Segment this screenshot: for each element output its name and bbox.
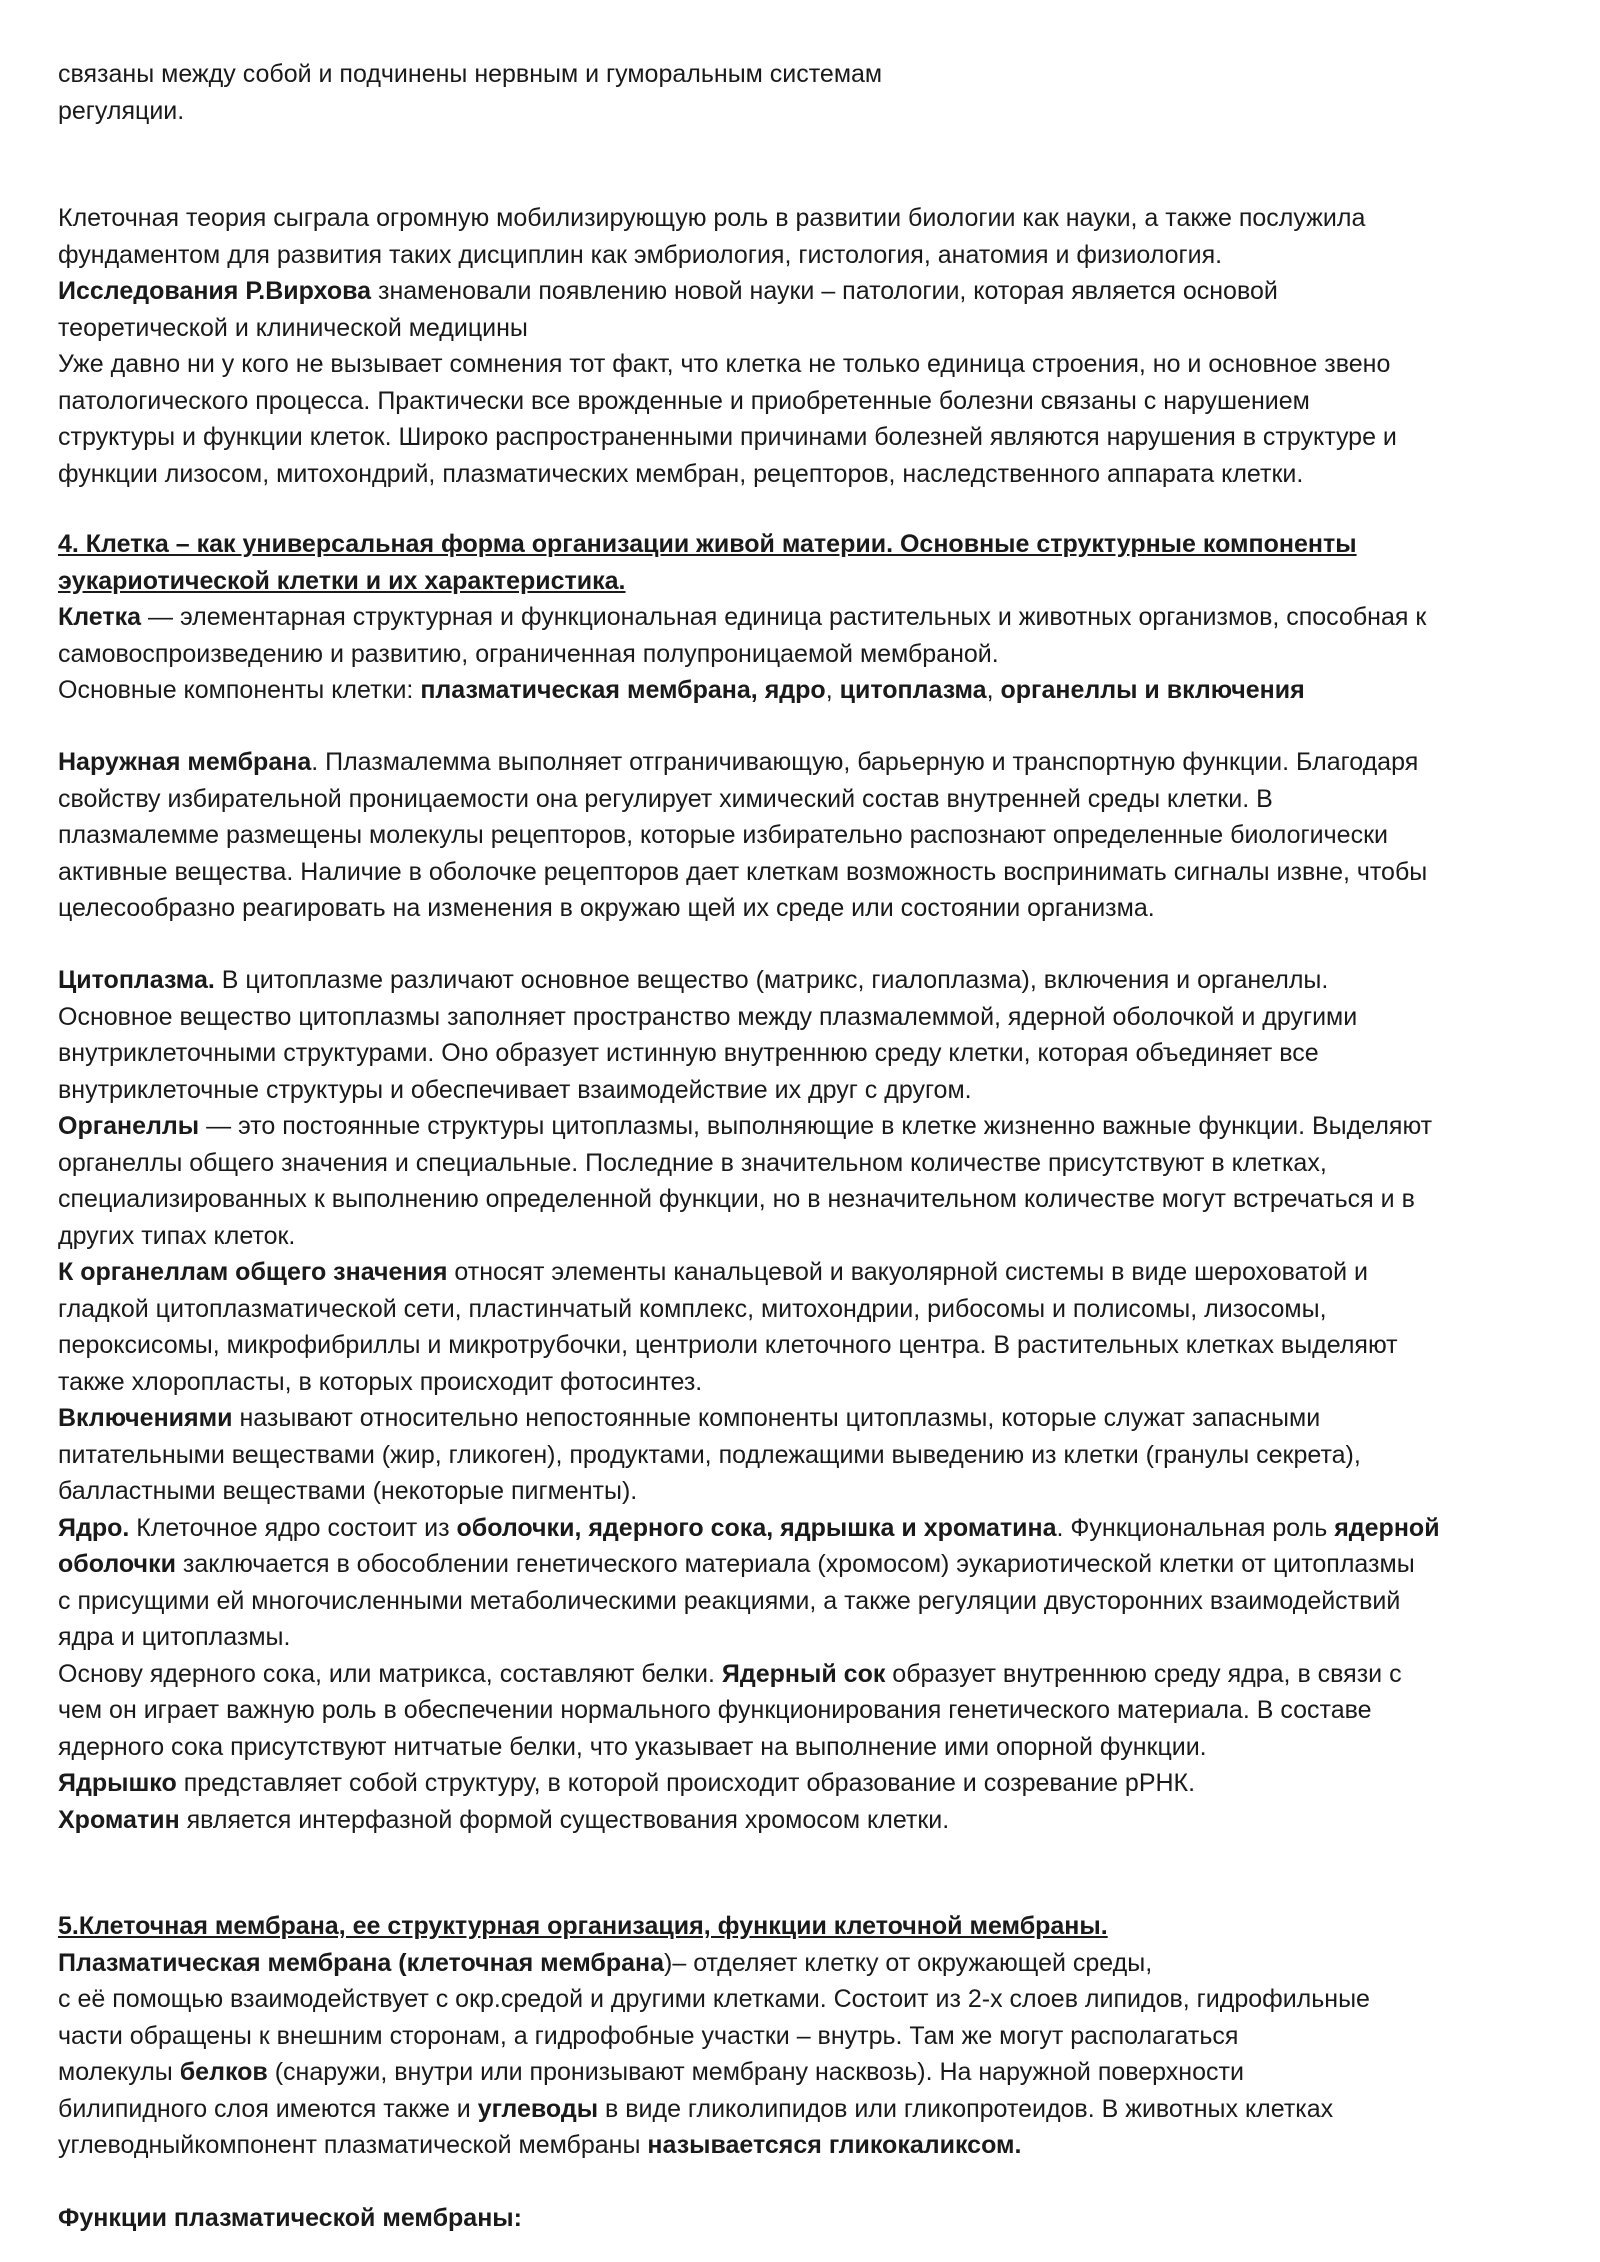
section-heading	[58, 526, 1558, 563]
text-line	[58, 1546, 1558, 1583]
text-line	[58, 56, 1558, 93]
cytoplasm-section	[58, 962, 1558, 1838]
text-span: в виде гликолипидов или гликопротеидов. В животных клетках	[598, 2094, 1334, 2123]
bold-term: Ядерный сок	[721, 1659, 886, 1688]
text-span: Основное вещество цитоплазмы заполняет пространство между плазмалеммой, ядерной оболочкой и другими	[58, 1002, 1358, 1031]
text-line	[58, 1181, 1558, 1218]
text-span: В цитоплазме различают основное вещество (матрикс, гиалоплазма), включения и органеллы.	[214, 966, 1329, 994]
text-line	[58, 237, 1558, 274]
text-span: (снаружи, внутри или пронизывают мембрану насквозь). На наружной поверхности	[267, 2058, 1244, 2086]
text-span: эукариотической клетки и их характеристика.	[58, 566, 626, 595]
text-span: )– отделяет клетку от окружающей среды,	[664, 1948, 1153, 1977]
text-span: называют относительно непостоянные компоненты цитоплазмы, которые служат запасными	[232, 1404, 1321, 1432]
text-line	[58, 1473, 1558, 1510]
text-span: пероксисомы, микрофибриллы и микротрубочки, центриоли клеточного центра. В растительных клетках выделяют	[58, 1331, 1398, 1359]
text-span: связаны между собой и подчинены нервным и гуморальным системам	[58, 60, 883, 88]
bold-term: Ядро.	[58, 1513, 130, 1542]
text-span: регуляции.	[58, 96, 185, 125]
bold-term: органеллы и включения	[1000, 676, 1305, 704]
text-span: также хлоропласты, в которых происходит фотосинтез.	[58, 1367, 703, 1396]
text-line	[58, 93, 1558, 130]
text-span: Уже давно ни у кого не вызывает сомнения тот факт, что клетка не только единица строения, но и основное звено	[58, 350, 1391, 378]
text-line	[58, 1692, 1558, 1729]
bold-term: Клетка	[58, 603, 142, 631]
text-span: ,	[825, 676, 840, 704]
text-span: молекулы	[58, 2058, 180, 2086]
outer-membrane-paragraph	[58, 744, 1558, 927]
functions-heading	[58, 2200, 1558, 2237]
text-span: знаменовали появлению новой науки – патологии, которая является основой	[371, 277, 1278, 305]
text-span: свойству избирательной проницаемости она регулирует химический состав внутренней среды клетки. В	[58, 784, 1273, 813]
text-line	[58, 310, 1558, 347]
text-span: органеллы общего значения и специальные. Последние в значительном количестве присутствуют в клетках,	[58, 1148, 1327, 1177]
text-span: 4. Клетка – как универсальная форма организации живой материи. Основные структурные компоненты	[58, 530, 1357, 558]
text-line	[58, 419, 1558, 456]
text-line	[58, 2091, 1558, 2128]
text-line	[58, 781, 1558, 818]
text-line	[58, 1254, 1558, 1291]
text-span: балластными веществами (некоторые пигменты).	[58, 1477, 638, 1505]
bold-term: ядерной	[1334, 1513, 1440, 1542]
text-span: Основу ядерного сока, или матрикса, составляют белки.	[58, 1659, 722, 1688]
bold-term: Ядрышко	[58, 1769, 177, 1797]
text-span: углеводныйкомпонент плазматической мембраны	[58, 2131, 648, 2159]
text-span: представляет собой структуру, в которой происходит образование и созревание рРНК.	[176, 1769, 1196, 1797]
text-line	[58, 346, 1558, 383]
text-line	[58, 1510, 1558, 1547]
text-span: . Плазмалемма выполняет отграничивающую, барьерную и транспортную функции. Благодаря	[311, 748, 1419, 776]
text-line	[58, 890, 1558, 927]
text-span: с её помощью взаимодействует с окр.средой и другими клетками. Состоит из 2-х слоев липидов, гидрофильные	[58, 1985, 1370, 2013]
text-span: других типах клеток.	[58, 1221, 296, 1250]
section-4	[58, 526, 1558, 709]
text-line	[58, 999, 1558, 1036]
text-line	[58, 1765, 1558, 1802]
bold-term: Наружная мембрана	[58, 748, 312, 776]
text-line	[58, 1945, 1558, 1982]
text-span: Основные компоненты клетки:	[58, 676, 421, 704]
text-line	[58, 1291, 1558, 1328]
text-span: образует внутреннюю среду ядра, в связи с	[885, 1659, 1402, 1688]
text-line	[58, 1802, 1558, 1839]
bold-term-virchow: Исследования Р.Вирхова	[58, 277, 372, 305]
bold-term: Плазматическая мембрана (клеточная мембрана	[58, 1948, 665, 1977]
text-span: специализированных к выполнению определенной функции, но в незначительном количестве могут встречаться и в	[58, 1185, 1415, 1213]
text-span: структуры и функции клеток. Широко распространенными причинами болезней являются нарушения в структуре и	[58, 423, 1397, 451]
text-line	[58, 1437, 1558, 1474]
text-line	[58, 599, 1558, 636]
text-line	[58, 456, 1558, 493]
text-line	[58, 1400, 1558, 1437]
section-heading	[58, 563, 1558, 600]
text-span: Функции плазматической мембраны:	[58, 2204, 522, 2232]
text-span: активные вещества. Наличие в оболочке рецепторов дает клеткам возможность воспринимать сигналы извне, чтобы	[58, 857, 1428, 886]
bold-term: Хроматин	[58, 1805, 180, 1834]
section-heading	[58, 1908, 1558, 1945]
text-line	[58, 744, 1558, 781]
text-span: относят элементы канальцевой и вакуолярной системы в виде шероховатой и	[447, 1258, 1368, 1286]
text-line	[58, 1072, 1558, 1109]
text-line	[58, 273, 1558, 310]
bold-term: белков	[179, 2058, 268, 2086]
text-line	[58, 1729, 1558, 1766]
intro-paragraph	[58, 56, 1558, 129]
section-5	[58, 1908, 1558, 2164]
text-line	[58, 2127, 1558, 2164]
text-line	[58, 200, 1558, 237]
text-span: 5.Клеточная мембрана, ее структурная организация, функции клеточной мембраны.	[58, 1912, 1108, 1940]
text-span: теоретической и клинической медицины	[58, 313, 528, 342]
text-line	[58, 383, 1558, 420]
text-line	[58, 962, 1558, 999]
text-span: заключается в обособлении генетического материала (хромосом) эукариотической клетки от цитоплазмы	[175, 1550, 1415, 1578]
bold-term: оболочки, ядерного сока, ядрышка и хроматина	[456, 1513, 1057, 1542]
text-line	[58, 1656, 1558, 1693]
text-span: гладкой цитоплазматической сети, пластинчатый комплекс, митохондрии, рибосомы и полисомы, лизосомы,	[58, 1294, 1327, 1323]
text-line	[58, 1619, 1558, 1656]
text-span: — это постоянные структуры цитоплазмы, выполняющие в клетке жизненно важные функции. Выделяют	[199, 1112, 1433, 1140]
text-span: ядерного сока присутствуют нитчатые белки, что указывает на выполнение ими опорной функции.	[58, 1732, 1207, 1761]
text-span: внутриклеточные структуры и обеспечивает взаимодействие их друг с другом.	[58, 1075, 972, 1104]
cell-theory-paragraph	[58, 200, 1558, 492]
text-span: ядра и цитоплазмы.	[58, 1623, 291, 1651]
text-span: целесообразно реагировать на изменения в окружаю щей их среде или состоянии организма.	[58, 894, 1155, 922]
functions-heading-block	[58, 2200, 1558, 2237]
text-line	[58, 2054, 1558, 2091]
bold-term: Включениями	[58, 1404, 233, 1432]
bold-term: оболочки	[58, 1550, 176, 1578]
bold-term: называетсяся гликокаликсом.	[647, 2131, 1022, 2159]
text-line	[58, 2018, 1558, 2055]
text-span: плазмалемме размещены молекулы рецепторов, которые избирательно распознают определенные биологически	[58, 821, 1388, 849]
text-span: является интерфазной формой существования хромосом клетки.	[179, 1805, 950, 1834]
text-span: Клеточное ядро состоит из	[129, 1513, 457, 1542]
bold-term: цитоплазма	[839, 676, 987, 704]
bold-term: плазматическая мембрана, ядро	[420, 676, 826, 704]
text-span: с присущими ей многочисленными метаболическими реакциями, а также регуляции двусторонних взаимодействий	[58, 1586, 1401, 1615]
text-line	[58, 1981, 1558, 2018]
text-line	[58, 1364, 1558, 1401]
bold-term: Органеллы	[58, 1112, 200, 1140]
text-span: самовоспроизведению и развитию, ограниченная полупроницаемой мембраной.	[58, 639, 999, 668]
text-span: внутриклеточными структурами. Оно образует истинную внутреннюю среду клетки, которая объединяет все	[58, 1039, 1319, 1067]
text-line	[58, 1327, 1558, 1364]
text-line	[58, 1218, 1558, 1255]
text-line	[58, 1035, 1558, 1072]
bold-term: углеводы	[477, 2094, 599, 2123]
text-span: билипидного слоя имеются также и	[58, 2094, 478, 2123]
text-line	[58, 1108, 1558, 1145]
text-line	[58, 672, 1558, 709]
text-span: . Функциональная роль	[1056, 1513, 1335, 1542]
text-line	[58, 854, 1558, 891]
text-span: патологического процесса. Практически все врожденные и приобретенные болезни связаны с нарушением	[58, 386, 1310, 415]
text-span: — элементарная структурная и функциональная единица растительных и животных организмов, способная к	[141, 603, 1427, 631]
text-line	[58, 817, 1558, 854]
text-line	[58, 1583, 1558, 1620]
text-span: питательными веществами (жир, гликоген), продуктами, подлежащими выведению из клетки (гранулы секрета),	[58, 1440, 1361, 1469]
text-span: фундаментом для развития таких дисциплин как эмбриология, гистология, анатомия и физиология.	[58, 240, 1223, 269]
bold-term: Цитоплазма.	[58, 966, 215, 994]
text-span: функции лизосом, митохондрий, плазматических мембран, рецепторов, наследственного аппарата клетки.	[58, 459, 1304, 488]
text-span: ,	[986, 676, 1001, 704]
text-line	[58, 1145, 1558, 1182]
text-line	[58, 636, 1558, 673]
text-span: части обращены к внешним сторонам, а гидрофобные участки – внутрь. Там же могут располагаться	[58, 2021, 1239, 2050]
bold-term: К органеллам общего значения	[58, 1258, 448, 1286]
text-span: Клеточная теория сыграла огромную мобилизирующую роль в развитии биологии как науки, а также послужила	[58, 204, 1366, 232]
text-span: чем он играет важную роль в обеспечении нормального функционирования генетического материала. В составе	[58, 1696, 1372, 1724]
